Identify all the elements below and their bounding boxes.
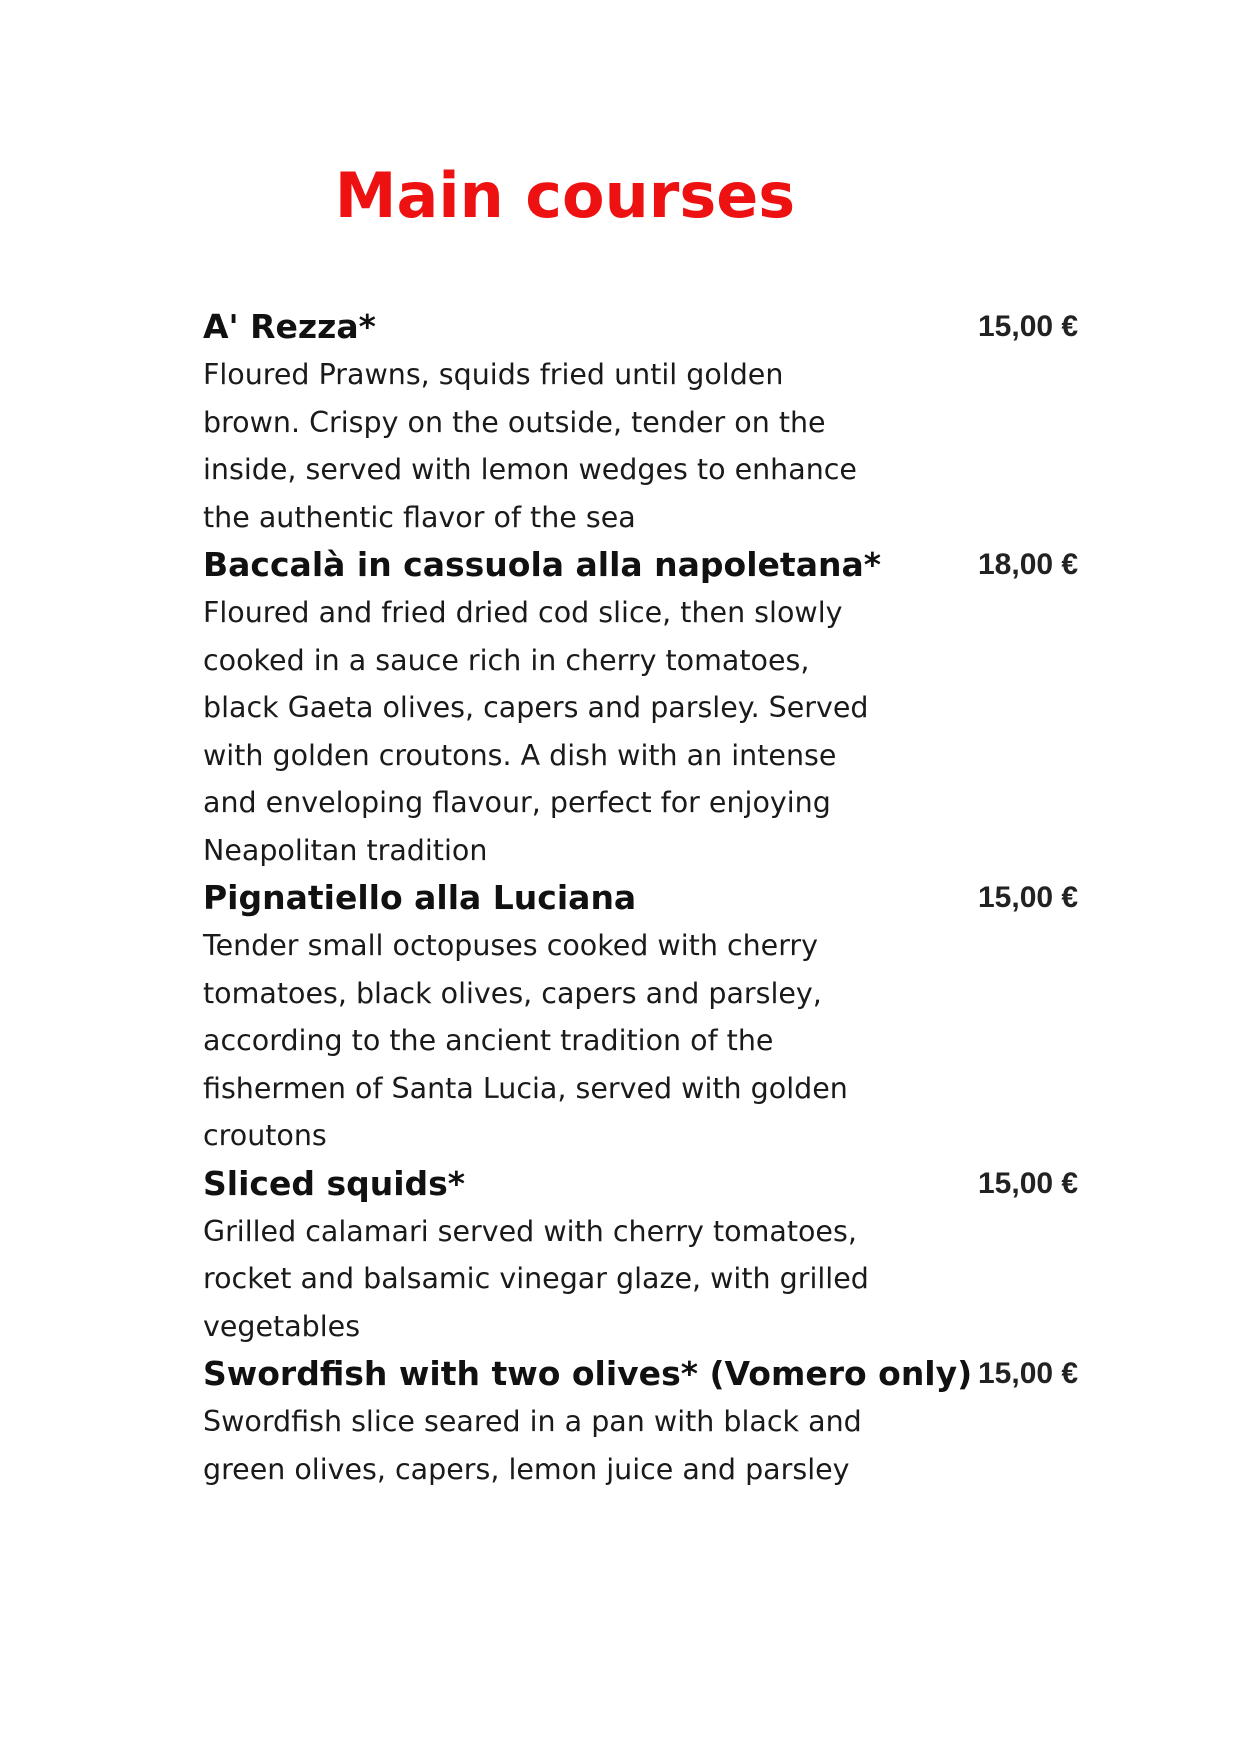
dish-description-line: the authentic flavor of the sea (203, 500, 636, 534)
dish-description-line: black Gaeta olives, capers and parsley. Served (203, 691, 869, 724)
dish-description-line: cooked in a sauce rich in cherry tomatoes, (203, 643, 810, 677)
dish-description-line: croutons (203, 1119, 327, 1152)
menu-item-swordfish (203, 1350, 1103, 1493)
dish-name: Baccalà in cassuola alla napoletana* (203, 545, 881, 584)
dish-name: Swordfish with two olives* (Vomero only) (203, 1354, 973, 1393)
dish-price: 18,00 € (978, 548, 1079, 581)
dish-price: 15,00 € (978, 1357, 1079, 1390)
dish-description-line: brown. Crispy on the outside, tender on the (203, 405, 826, 439)
dish-description-line: Floured Prawns, squids fried until golden (203, 358, 784, 391)
dish-description-line: fishermen of Santa Lucia, served with golden (203, 1071, 848, 1105)
menu-item-baccala (203, 541, 1103, 874)
dish-name: Pignatiello alla Luciana (203, 878, 637, 917)
menu-list (203, 303, 1103, 1493)
dish-description-line: with golden croutons. A dish with an intense (203, 738, 837, 772)
page-title: Main courses (334, 159, 796, 232)
dish-name: Sliced squids* (203, 1163, 466, 1203)
dish-description-line: inside, served with lemon wedges to enhance (203, 453, 857, 486)
dish-price: 15,00 € (978, 310, 1079, 343)
dish-name: A' Rezza* (203, 307, 376, 346)
dish-description-line: Tender small octopuses cooked with cherry (203, 929, 819, 962)
dish-description-line: and enveloping flavour, perfect for enjoying (203, 786, 831, 819)
menu-item-sliced-squids (203, 1160, 1103, 1351)
dish-description-line: tomatoes, black olives, capers and parsley, (203, 976, 822, 1010)
menu-item-pignatiello (203, 874, 1103, 1160)
dish-price: 15,00 € (978, 1166, 1079, 1200)
dish-description-line: rocket and balsamic vinegar glaze, with grilled (203, 1262, 869, 1295)
dish-description-line: vegetables (203, 1309, 361, 1343)
dish-description-line: Floured and fried dried cod slice, then slowly (203, 596, 843, 629)
dish-price: 15,00 € (978, 881, 1079, 914)
menu-item-a-rezza (203, 303, 1103, 541)
dish-description-line: according to the ancient tradition of the (203, 1024, 774, 1057)
dish-description-line: green olives, capers, lemon juice and parsley (203, 1452, 850, 1486)
dish-description-line: Swordfish slice seared in a pan with black and (203, 1405, 862, 1438)
dish-description-line: Grilled calamari served with cherry tomatoes, (203, 1214, 857, 1248)
dish-description-line: Neapolitan tradition (203, 833, 488, 867)
